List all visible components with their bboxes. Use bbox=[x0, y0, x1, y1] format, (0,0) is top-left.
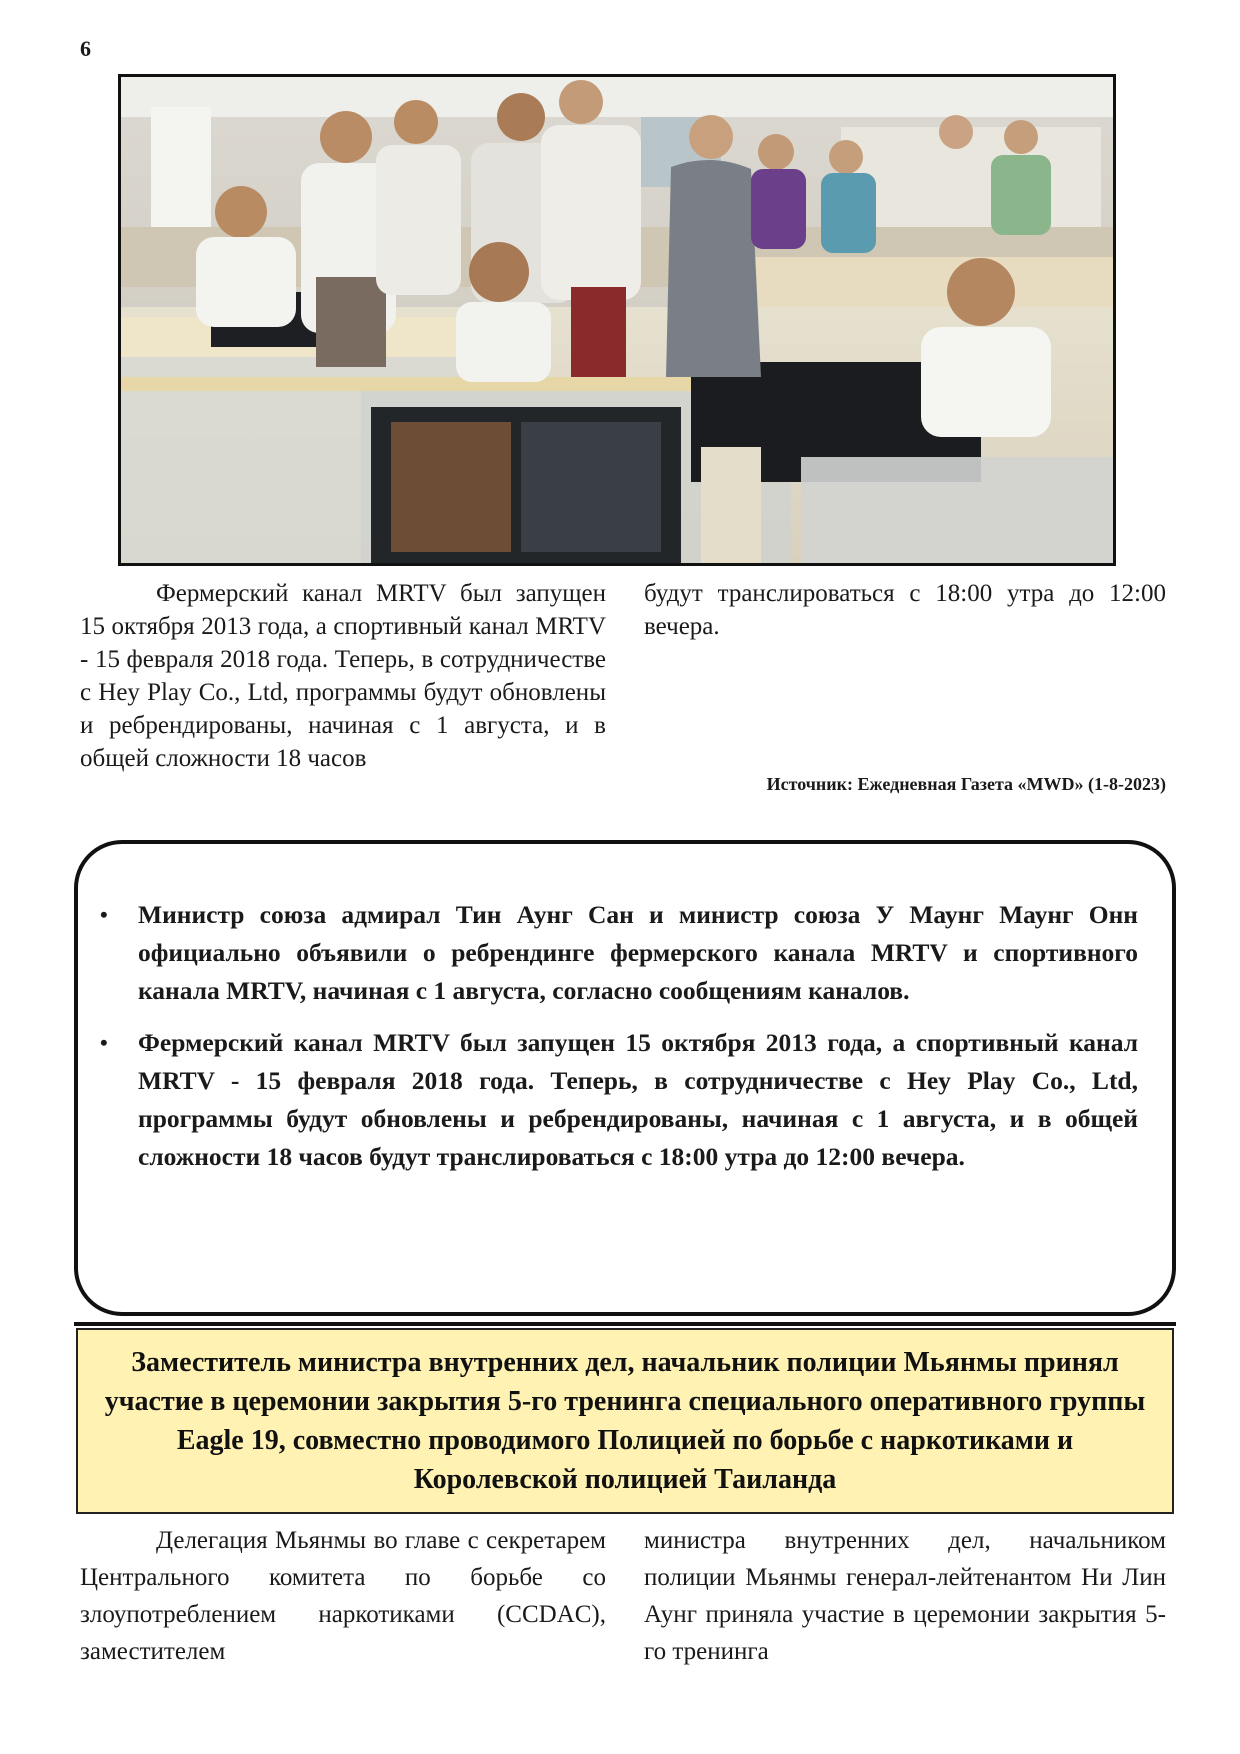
headline-banner bbox=[76, 1328, 1174, 1514]
newsroom-photo-icon bbox=[121, 77, 1113, 563]
news-photo bbox=[118, 74, 1116, 566]
summary-list bbox=[100, 896, 1138, 1190]
article1-source: Источник: Ежедневная Газета «MWD» (1-8-2023) bbox=[766, 774, 1166, 794]
section-divider bbox=[74, 1322, 1176, 1326]
bullet-icon: • bbox=[100, 1030, 108, 1055]
article1-text-left: Фермерский канал MRTV был запущен 15 октября 2013 года, а спортивный канал MRTV - 15 февраля 2018 года. Теперь, в сотрудничестве с Hey Play Co., Ltd, программы будут обновлены и ребрендированы, начиная с 1 августа, и в общей сложности 18 часов bbox=[80, 580, 606, 772]
article2-column-left bbox=[80, 1522, 606, 1670]
article1-column-left bbox=[80, 577, 606, 775]
summary-bullet-text: Фермерский канал MRTV был запущен 15 октября 2013 года, а спортивный канал MRTV - 15 февраля 2018 года. Теперь, в сотрудничестве с Hey Play Co., Ltd, программы будут обновлены и ребрендированы, начиная с 1 августа, и в общей сложности 18 часов будут транслироваться с 18:00 утра до 12:00 вечера. bbox=[138, 1028, 1138, 1171]
bullet-icon: • bbox=[100, 902, 108, 927]
page-number: 6 bbox=[80, 36, 91, 61]
headline-title: Заместитель министра внутренних дел, начальник полиции Мьянмы принял участие в церемонии закрытия 5-го тренинга специального оперативного группы Eagle 19, совместно проводимого Полицией по борьбе с наркотиками и Королевской полицией Таиланда bbox=[104, 1347, 1146, 1495]
article2-text-left: Делегация Мьянмы во главе с секретарем Центрального комитета по борьбе со злоупотреблением наркотиками (CCDAC), заместителем bbox=[80, 1527, 606, 1665]
article1-text-right: будут транслироваться с 18:00 утра до 12:00 вечера. bbox=[644, 580, 1166, 640]
summary-bullet-item bbox=[100, 896, 1138, 1010]
summary-bullet-item bbox=[100, 1024, 1138, 1176]
article1-column-right bbox=[644, 577, 1166, 643]
summary-box bbox=[74, 840, 1176, 1316]
summary-bullet-text: Министр союза адмирал Тин Аунг Сан и министр союза У Маунг Маунг Онн официально объявили о ребрендинге фермерского канала MRTV и спортивного канала MRTV, начиная с 1 августа, согласно сообщениям каналов. bbox=[138, 900, 1138, 1005]
article2-text-right: министра внутренних дел, начальником полиции Мьянмы генерал-лейтенантом Ни Лин Аунг приняла участие в церемонии закрытия 5-го тренинга bbox=[644, 1527, 1166, 1665]
article2-column-right bbox=[644, 1522, 1166, 1670]
